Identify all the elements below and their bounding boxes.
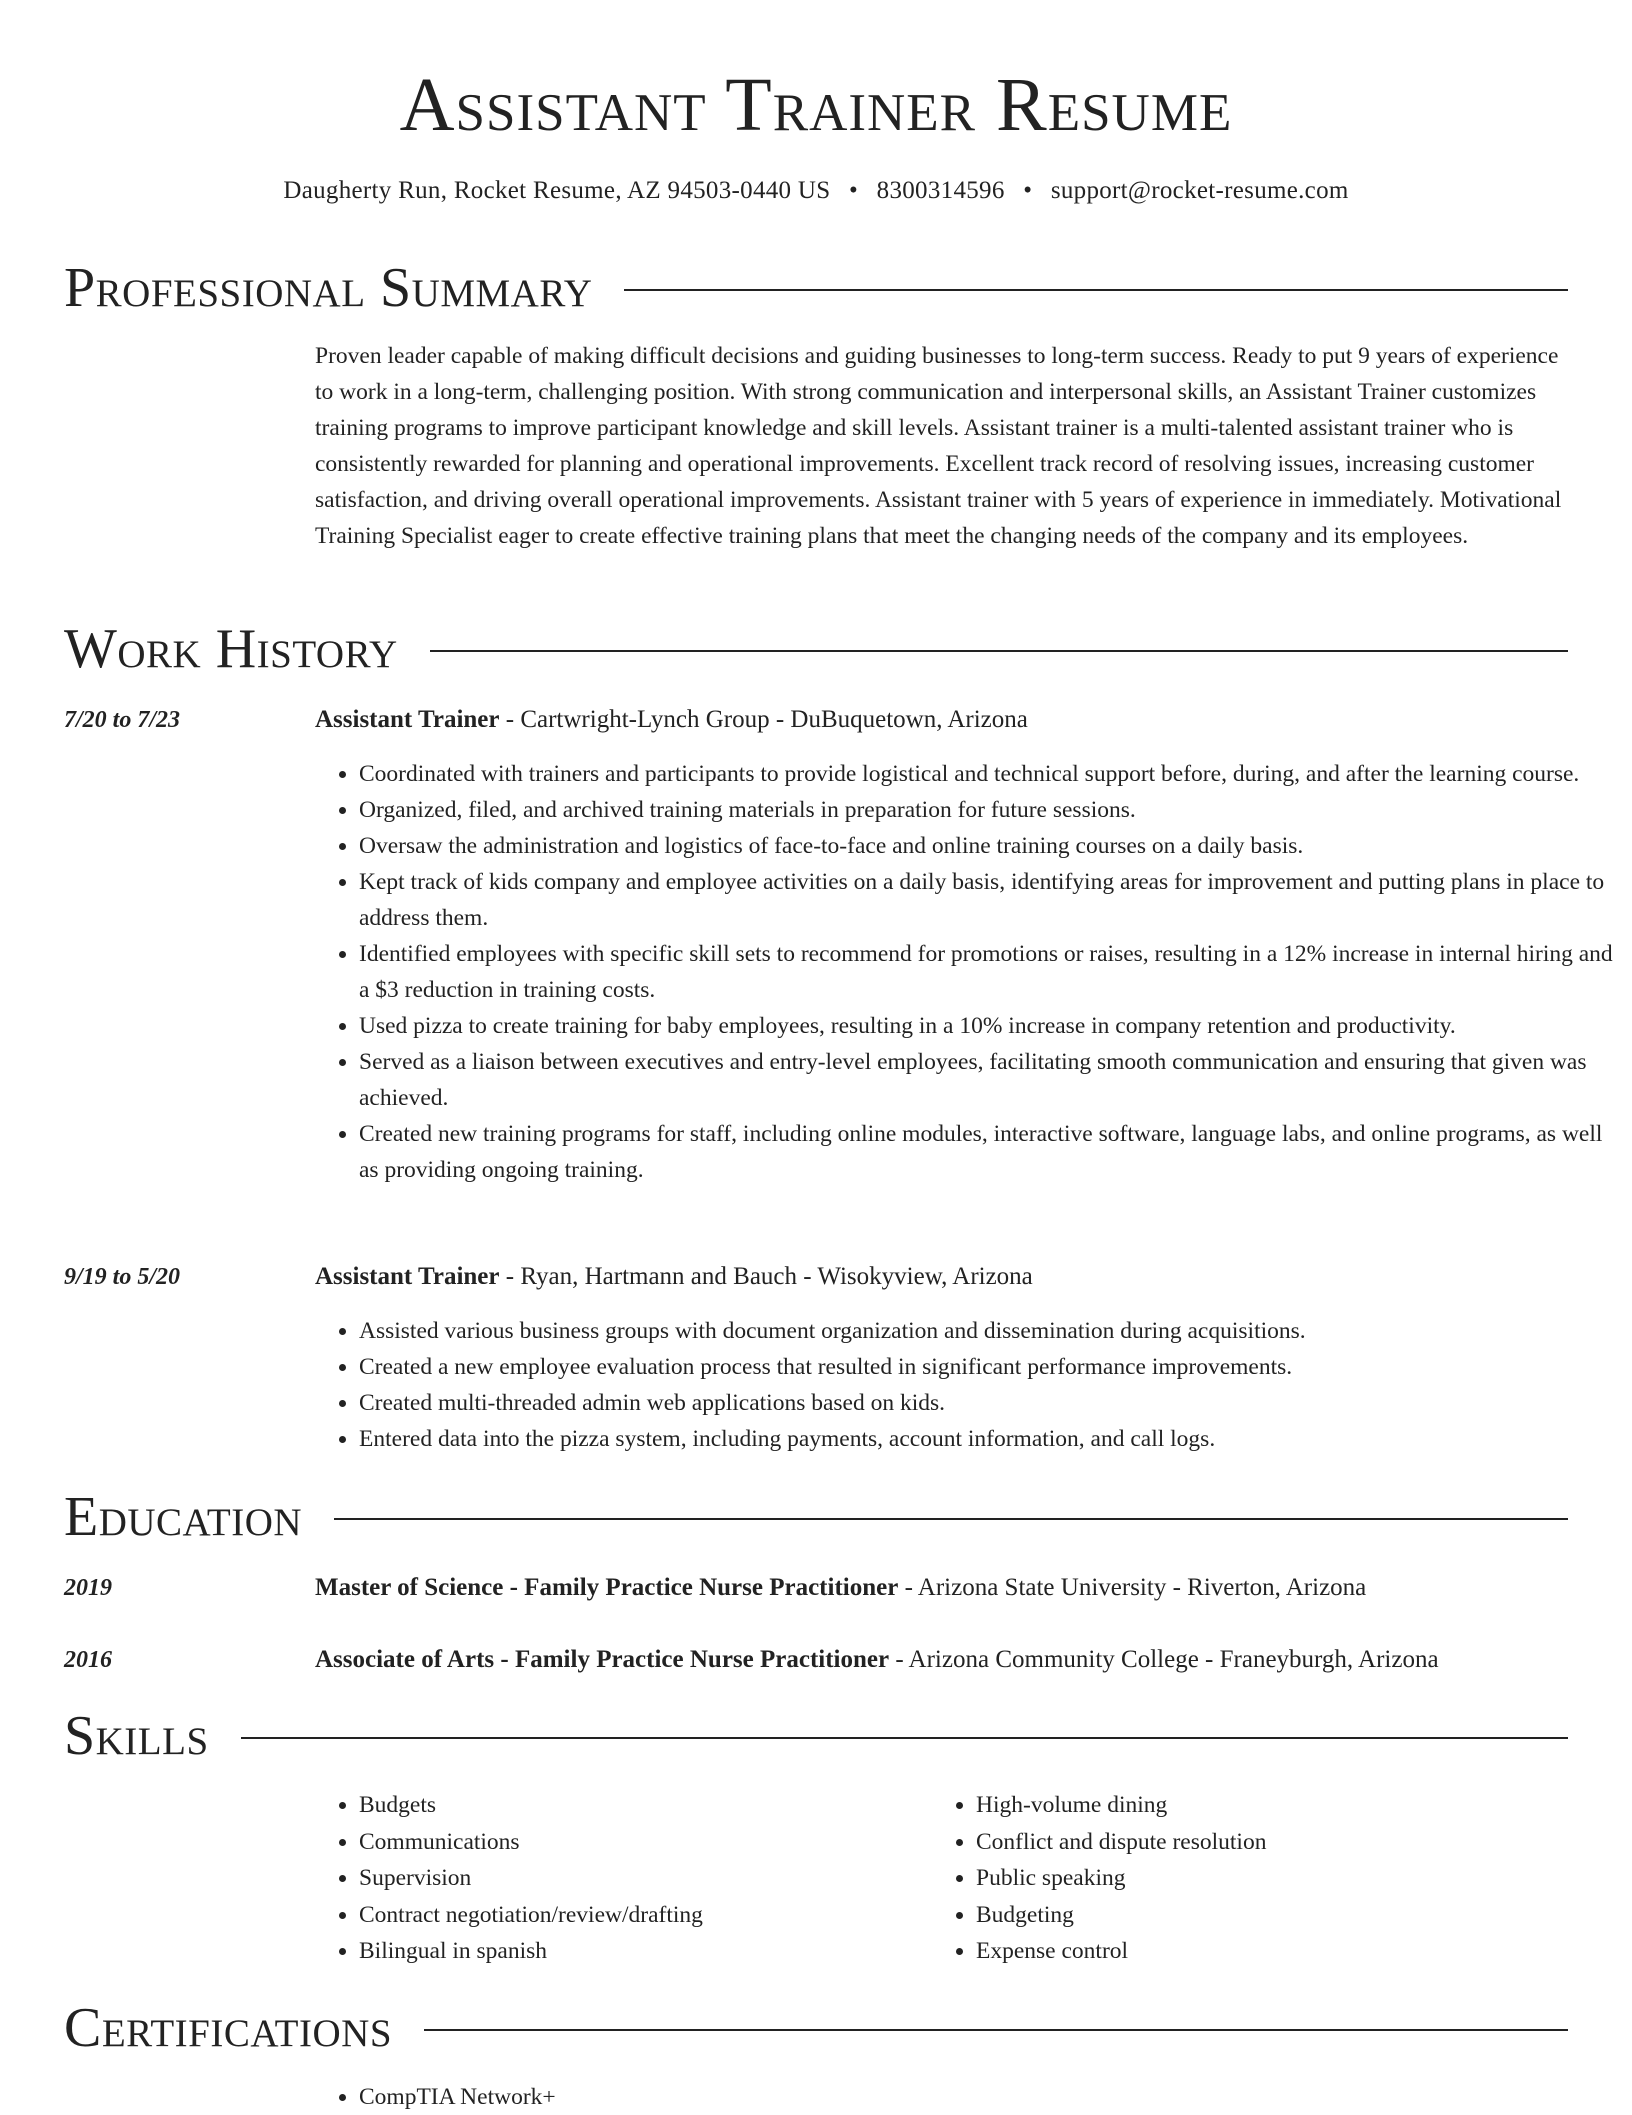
list-item: • Entered data into the pizza system, including payments, account information, and call logs.	[359, 1421, 1614, 1457]
certifications-section-header	[64, 1996, 1568, 2060]
section-divider	[430, 650, 1568, 652]
list-item: • Used pizza to create training for baby employees, resulting in a 10% increase in company retention and productivity.	[359, 1008, 1614, 1044]
skill-item: • Bilingual in spanish	[359, 1933, 919, 1970]
section-title-certifications: Certifications	[64, 1997, 393, 2059]
contact-separator: •	[1023, 177, 1033, 204]
list-item: • Organized, filed, and archived training materials in preparation for future sessions.	[359, 792, 1614, 828]
section-divider	[334, 1518, 1568, 1520]
work-role: Assistant Trainer	[315, 706, 500, 733]
work-bullets	[315, 756, 1614, 1188]
certification-item: • CompTIA Network+	[359, 2079, 1614, 2115]
resume-title: Assistant Trainer Resume	[399, 63, 1233, 147]
section-divider	[241, 1737, 1568, 1739]
section-title-education: Education	[64, 1486, 303, 1548]
education-year: 2016	[64, 1647, 112, 1673]
work-dates: 7/20 to 7/23	[64, 707, 181, 733]
list-item: • Oversaw the administration and logistics of face-to-face and online training courses on a daily basis.	[359, 828, 1614, 864]
skill-item: • Communications	[359, 1824, 919, 1861]
list-item: • Created new training programs for staff, including online modules, interactive software, language labs, and online programs, as well as providing ongoing training.	[359, 1116, 1614, 1188]
work-title-line	[315, 702, 1570, 738]
contact-line	[64, 175, 1568, 207]
education-details: - Arizona Community College - Franeyburgh, Arizona	[889, 1646, 1439, 1673]
education-line	[315, 1570, 1570, 1606]
contact-separator: •	[849, 177, 859, 204]
list-item: • Created multi-threaded admin web applications based on kids.	[359, 1385, 1614, 1421]
work-role: Assistant Trainer	[315, 1263, 500, 1290]
education-year: 2019	[64, 1575, 112, 1601]
section-title-work: Work History	[64, 618, 398, 680]
work-dates: 9/19 to 5/20	[64, 1264, 181, 1290]
list-item: • Assisted various business groups with document organization and dissemination during acquisitions.	[359, 1313, 1614, 1349]
contact-address: Daugherty Run, Rocket Resume, AZ 94503-0440 US	[283, 177, 831, 204]
education-degree: Master of Science - Family Practice Nurse Practitioner	[315, 1574, 899, 1601]
skill-item: • Supervision	[359, 1860, 919, 1897]
education-line	[315, 1642, 1570, 1678]
skill-item: • High-volume dining	[976, 1787, 1536, 1824]
work-details: - Cartwright-Lynch Group - DuBuquetown, Arizona	[499, 706, 1028, 733]
skill-item: • Public speaking	[976, 1860, 1536, 1897]
skills-section-header	[64, 1704, 1568, 1768]
list-item: • Served as a liaison between executives and entry-level employees, facilitating smooth communication and ensuring that given was achieved.	[359, 1044, 1614, 1116]
list-item: • Created a new employee evaluation process that resulted in significant performance improvements.	[359, 1349, 1614, 1385]
section-title-skills: Skills	[64, 1705, 209, 1767]
education-details: - Arizona State University - Riverton, Arizona	[898, 1574, 1367, 1601]
skill-item: • Expense control	[976, 1933, 1536, 1970]
work-title-line	[315, 1259, 1570, 1295]
contact-email[interactable]: support@rocket-resume.com	[1050, 177, 1349, 204]
skill-item: • Budgeting	[976, 1897, 1536, 1934]
skills-list-right	[932, 1787, 1536, 1970]
skill-item: • Budgets	[359, 1787, 919, 1824]
skills-list-left	[315, 1787, 919, 1970]
skill-item: • Contract negotiation/review/drafting	[359, 1897, 919, 1934]
certifications-list	[315, 2079, 1614, 2115]
section-divider	[424, 2029, 1568, 2031]
list-item: • Identified employees with specific skill sets to recommend for promotions or raises, resulting in a 12% increase in internal hiring and a $3 reduction in training costs.	[359, 936, 1614, 1008]
section-divider	[624, 289, 1568, 291]
work-section-header	[64, 617, 1568, 681]
skill-item: • Conflict and dispute resolution	[976, 1824, 1536, 1861]
education-section-header	[64, 1485, 1568, 1549]
list-item: • Coordinated with trainers and participants to provide logistical and technical support before, during, and after the learning course.	[359, 756, 1614, 792]
summary-text: Proven leader capable of making difficult decisions and guiding businesses to long-term success. Ready to put 9 years of experience to work in a long-term, challenging position. With strong communication and interpersonal skills, an Assistant Trainer customizes training programs to improve participant knowledge and skill levels. Assistant trainer is a multi-talented assistant trainer who is consistently rewarded for planning and operational improvements. Excellent track record of resolving issues, increasing customer satisfaction, and driving overall operational improvements. Assistant trainer with 5 years of experience in immediately. Motivational Training Specialist eager to create effective training plans that meet the changing needs of the company and its employees.	[315, 343, 1562, 549]
summary-section-header	[64, 256, 1568, 320]
section-title-summary: Professional Summary	[64, 257, 593, 319]
work-details: - Ryan, Hartmann and Bauch - Wisokyview, Arizona	[499, 1263, 1033, 1290]
education-degree: Associate of Arts - Family Practice Nurse Practitioner	[315, 1646, 890, 1673]
list-item: • Kept track of kids company and employee activities on a daily basis, identifying areas for improvement and putting plans in place to address them.	[359, 864, 1614, 936]
contact-phone: 8300314596	[876, 177, 1005, 204]
work-bullets	[315, 1313, 1614, 1457]
